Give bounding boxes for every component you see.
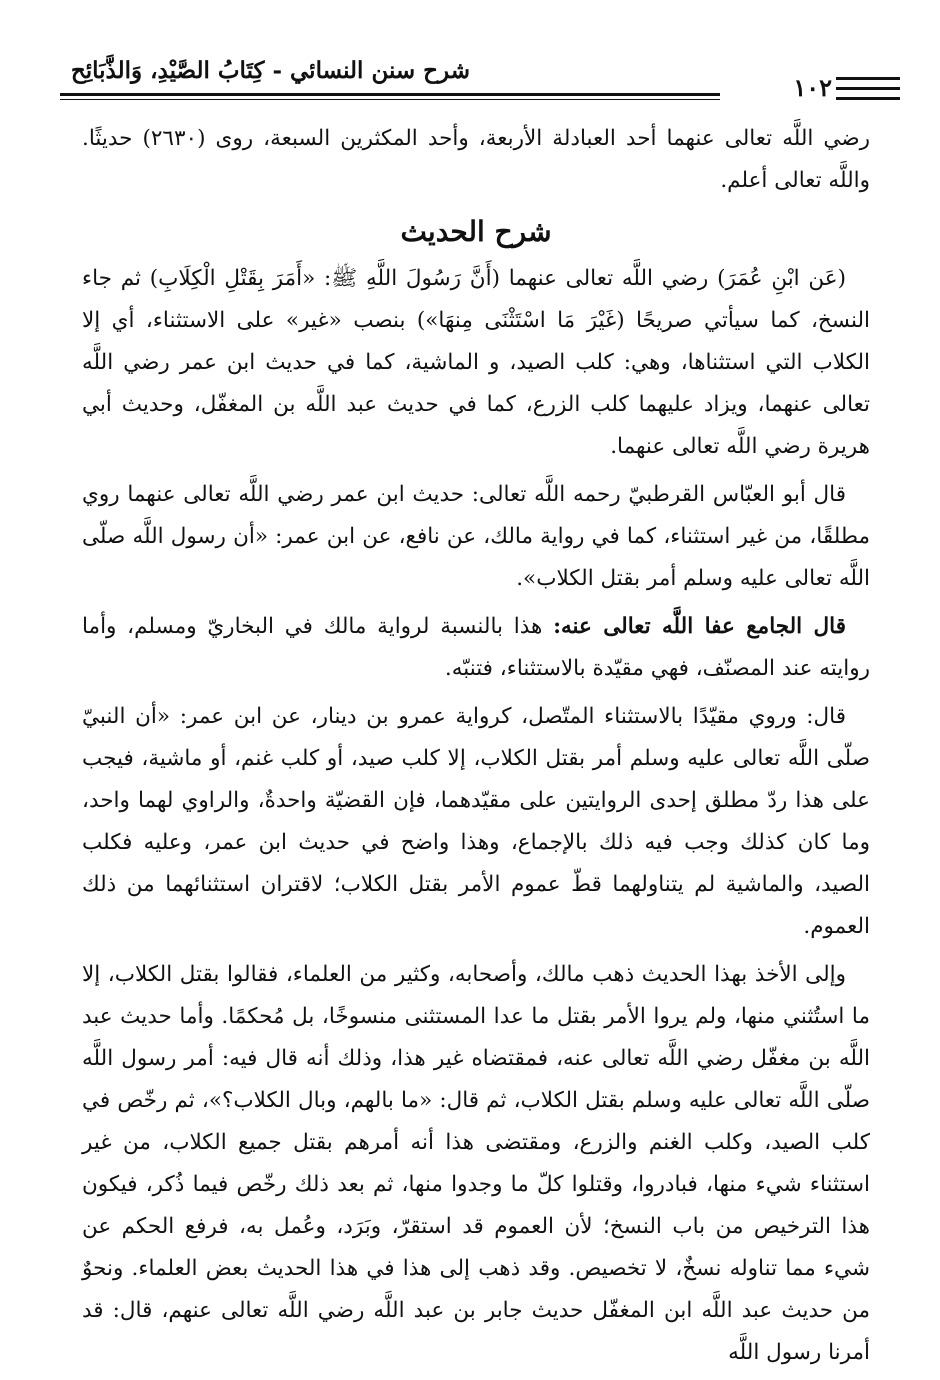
page-header xyxy=(40,55,900,105)
running-title: شرح سنن النسائي - كِتَابُ الصَّيْدِ، وَالذَّبَائِح xyxy=(70,57,470,84)
paragraph-restricted-narration: قال: وروي مقيّدًا بالاستثناء المتّصل، كرواية عمرو بن دينار، عن ابن عمر: «أن النبيّ صلّى اللَّه تعالى عليه وسلم أمر بقتل الكلاب، إلا كلب صيد، أو كلب غنم، أو ماشية، فيجب على هذا ردّ مطلق إحدى الروايتين على مقيّدهما، فإن القضيّة واحدةٌ، والراوي لهما واحد، وما كان كذلك وجب فيه ذلك بالإجماع، وهذا واضح في حديث ابن عمر، وعليه فكلب الصيد، والماشية لم يتناولهما قطّ عموم الأمر بقتل الكلاب؛ لاقتران استثنائهما من ذلك العموم. xyxy=(82,704,870,939)
header-rule-thin xyxy=(60,99,720,100)
paragraph-qurtubi-quote: قال أبو العبّاس القرطبيّ رحمه اللَّه تعالى: حديث ابن عمر رضي اللَّه تعالى عنهما روي مطلقًا، من غير استثناء، كما في رواية مالك، عن نافع، عن ابن عمر: «أن رسول اللَّه صلّى اللَّه تعالى عليه وسلم أمر بقتل الكلاب». xyxy=(82,482,870,591)
compiler-note-lead: قال الجامع عفا اللَّه تعالى عنه: xyxy=(553,614,846,639)
section-heading: شرح الحديث xyxy=(400,215,552,248)
header-rule-ornament xyxy=(836,87,900,90)
paragraph-compiler-note xyxy=(82,606,870,690)
header-rule-ornament xyxy=(836,77,900,80)
header-rule-ornament xyxy=(836,97,900,100)
compiler-note-text: هذا بالنسبة لرواية مالك في البخاريّ ومسلم، وأما روايته عند المصنّف، فهي مقيّدة بالاستثناء، فتنبّه. xyxy=(82,614,870,681)
paragraph-scholars-opinion: وإلى الأخذ بهذا الحديث ذهب مالك، وأصحابه، وكثير من العلماء، فقالوا بقتل الكلاب، إلا ما استُثني منها، ولم يروا الأمر بقتل ما عدا المستثنى منسوخًا، بل مُحكمًا. وأما حديث عبد اللَّه بن مغفّل رضي اللَّه تعالى عنه، فمقتضاه غير هذا، وذلك أنه قال فيه: أمر رسول اللَّه صلّى اللَّه تعالى عليه وسلم بقتل الكلاب، ثم قال: «ما بالهم، وبال الكلاب؟»، ثم رخّص في كلب الصيد، وكلب الغنم والزرع، ومقتضى هذا أنه أمرهم بقتل جميع الكلاب، من غير استثناء شيء منها، فبادروا، وقتلوا كلّ ما وجدوا منها، ثم بعد ذلك رخّص فيما ذُكر، فيكون هذا الترخيص من باب النسخ؛ لأن العموم قد استقرّ، وبَرَد، وعُمل به، فرفع الحكم عن شيء مما تناوله نسخٌ، لا تخصيص. وقد ذهب إلى هذا في هذا الحديث بعض العلماء. ونحوٌ من حديث عبد اللَّه ابن المغفّل حديث جابر بن عبد اللَّه رضي اللَّه تعالى عنهم، قال: قد أمرنا رسول اللَّه xyxy=(82,962,870,1365)
page-body xyxy=(82,118,870,1380)
paragraph-hadith-explanation: (عَن ابْنِ عُمَرَ) رضي اللَّه تعالى عنهما (أَنَّ رَسُولَ اللَّهِ ﷺ: «أَمَرَ بِقَتْلِ الْكِلَابِ) ثم جاء النسخ، كما سيأتي صريحًا (غَيْرَ مَا اسْتَثْنَى مِنهَا») بنصب «غير» على الاستثناء، أي إلا الكلاب التي استثناها، وهي: كلب الصيد، و الماشية، كما في حديث ابن عمر رضي اللَّه تعالى عنهما، ويزاد عليهما كلب الزرع، كما في حديث عبد اللَّه بن المغفّل، وحديث أبي هريرة رضي اللَّه تعالى عنهما. xyxy=(82,266,870,459)
paragraph-continuation: رضي اللَّه تعالى عنهما أحد العبادلة الأربعة، وأحد المكثرين السبعة، روى (٢٦٣٠) حديثًا. واللَّه تعالى أعلم. xyxy=(82,126,870,193)
header-rule-thick xyxy=(60,93,720,96)
page-number: ١٠٢ xyxy=(793,73,832,102)
